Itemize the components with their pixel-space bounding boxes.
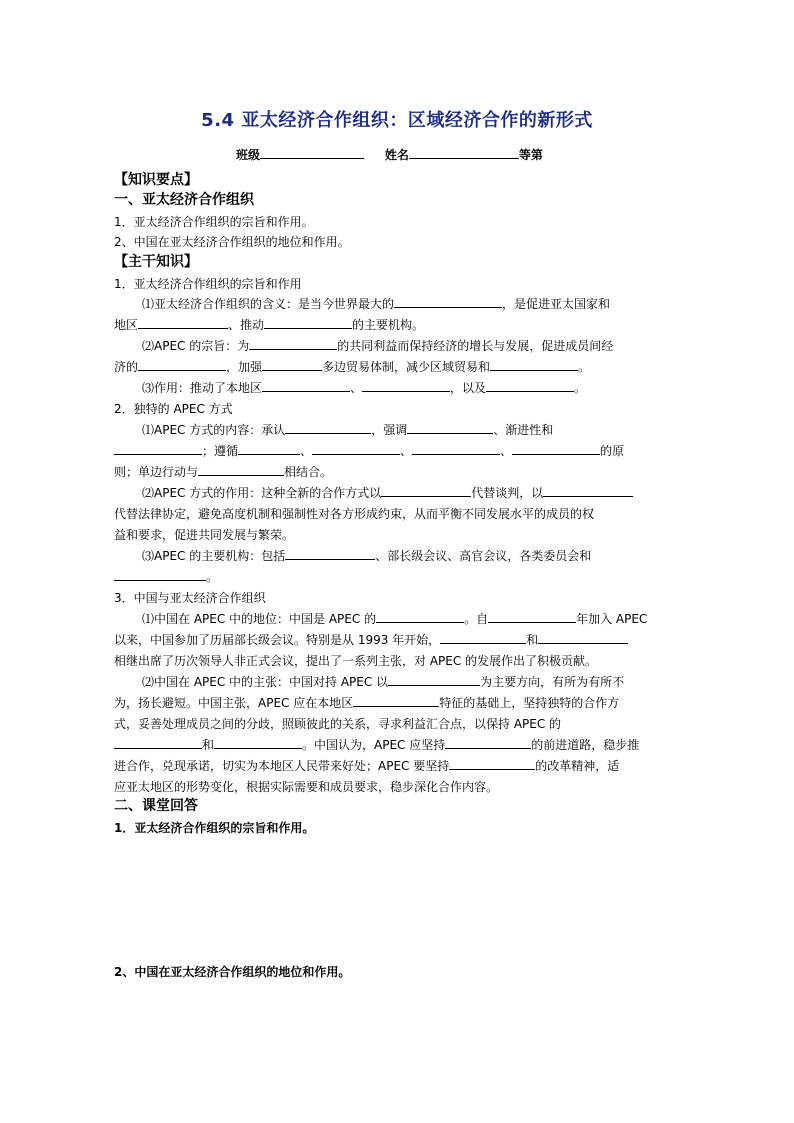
text: 、 (500, 444, 513, 458)
text: ；遵循 (202, 444, 239, 458)
text: 的前进道路，稳步推 (531, 738, 640, 752)
fill-blank[interactable] (238, 441, 300, 455)
text: ，强调 (371, 423, 408, 437)
text: 、 (400, 444, 413, 458)
text: ，是促进亚太国家和 (502, 297, 611, 311)
text: 。 (578, 360, 591, 374)
text: 的改革精神，适 (535, 759, 620, 773)
text: 、 (350, 381, 363, 395)
paragraph-line (142, 483, 633, 503)
text: ⑵中国在 APEC 中的主张：中国对持 APEC 以 (142, 675, 389, 689)
fill-blank[interactable] (381, 483, 471, 497)
fill-blank[interactable] (312, 441, 400, 455)
fill-blank[interactable] (285, 420, 371, 434)
paragraph-line (142, 546, 591, 566)
fill-blank[interactable] (353, 693, 439, 707)
text: 的主要机构。 (352, 318, 425, 332)
text: 和 (526, 633, 539, 647)
paragraph-line (142, 420, 553, 440)
grade-label: 等第 (518, 148, 543, 162)
text: 。中国认为，APEC 应坚持 (302, 738, 446, 752)
student-info-line (236, 146, 543, 163)
text: 为主要方向，有所为有所不 (480, 675, 625, 689)
paragraph-line: 式，妥善处理成员之间的分歧，照顾彼此的关系，寻求利益汇合点，以保持 APEC 的 (114, 717, 562, 731)
fill-blank[interactable] (490, 357, 578, 371)
text: 济的 (114, 360, 139, 374)
paragraph-line: 代替法律协定，避免高度机制和强制性对各方形成约束，从而平衡不同发展水平的成员的权 (114, 507, 595, 521)
paragraph-line (142, 336, 613, 356)
text: 的原 (600, 444, 625, 458)
text: 代替谈判，以 (471, 486, 544, 500)
fill-blank[interactable] (440, 630, 526, 644)
document-title: 5.4 亚太经济合作组织：区域经济合作的新形式 (201, 110, 593, 131)
fill-blank[interactable] (114, 441, 202, 455)
heading-apec: 一、亚太经济合作组织 (114, 192, 254, 208)
main-subheading-2: 2．独特的 APEC 方式 (114, 402, 233, 416)
fill-blank[interactable] (264, 315, 352, 329)
fill-blank[interactable] (262, 378, 350, 392)
fill-blank[interactable] (486, 378, 574, 392)
paragraph-line (114, 567, 218, 587)
paragraph-line (142, 672, 624, 692)
paragraph-line: 相继出席了历次领导人非正式会议，提出了一系列主张，对 APEC 的发展作出了积极贡献。 (114, 654, 598, 668)
text: 进合作，兑现承诺，切实为本地区人民带来好处；APEC 要坚持 (114, 759, 450, 773)
fill-blank[interactable] (114, 567, 206, 581)
answer-question-2: 2、中国在亚太经济合作组织的地位和作用。 (114, 965, 351, 979)
paragraph-line (142, 609, 647, 629)
fill-blank[interactable] (543, 483, 633, 497)
heading-class-answers: 二、课堂回答 (114, 798, 198, 814)
class-blank[interactable] (260, 146, 364, 159)
main-subheading-1: 1．亚太经济合作组织的宗旨和作用 (114, 277, 302, 291)
fill-blank[interactable] (198, 462, 284, 476)
knowledge-item-2: 2、中国在亚太经济合作组织的地位和作用。 (114, 235, 350, 249)
fill-blank[interactable] (262, 357, 322, 371)
paragraph-line: 益和要求，促进共同发展与繁荣。 (114, 528, 295, 542)
paragraph-line: 应亚太地区的形势变化，根据实际需要和成员要求，稳步深化合作内容。 (114, 780, 499, 794)
text: 特征的基础上，坚持独特的合作方 (439, 696, 620, 710)
fill-blank[interactable] (445, 735, 531, 749)
text: ，以及 (450, 381, 487, 395)
text: 、渐进性和 (493, 423, 554, 437)
fill-blank[interactable] (376, 609, 464, 623)
text: ⑵APEC 方式的作用：这种全新的合作方式以 (142, 486, 382, 500)
fill-blank[interactable] (407, 420, 493, 434)
text: 。 (574, 381, 587, 395)
paragraph-line (142, 378, 586, 398)
section-knowledge-points: 【知识要点】 (114, 172, 198, 188)
text: ⑴中国在 APEC 中的地位：中国是 APEC 的 (142, 612, 377, 626)
text: ⑵APEC 的宗旨：为 (142, 339, 250, 353)
fill-blank[interactable] (249, 336, 337, 350)
text: 。自 (464, 612, 489, 626)
text: 多边贸易体制，减少区域贸易和 (322, 360, 491, 374)
name-blank[interactable] (409, 146, 519, 159)
fill-blank[interactable] (449, 756, 535, 770)
text: ⑶作用：推动了本地区 (142, 381, 263, 395)
text: 、部长级会议、高官会议，各类委员会和 (375, 549, 592, 563)
fill-blank[interactable] (285, 546, 375, 560)
paragraph-line (114, 756, 619, 776)
text: 年加入 APEC (576, 612, 648, 626)
fill-blank[interactable] (138, 357, 226, 371)
knowledge-item-1: 1．亚太经济合作组织的宗旨和作用。 (114, 215, 314, 229)
fill-blank[interactable] (412, 441, 500, 455)
text: 、 (300, 444, 313, 458)
paragraph-line (114, 735, 639, 755)
paragraph-line (114, 630, 628, 650)
text: ⑴亚太经济合作组织的含义：是当今世界最大的 (142, 297, 395, 311)
paragraph-line (114, 315, 424, 335)
text: 以来，中国参加了历届部长级会议。特别是从 1993 年开始， (114, 633, 441, 647)
paragraph-line (114, 462, 332, 482)
answer-question-1: 1．亚太经济合作组织的宗旨和作用。 (114, 821, 315, 835)
paragraph-line (142, 294, 610, 314)
main-subheading-3: 3．中国与亚太经济合作组织 (114, 591, 266, 605)
text: 、推动 (228, 318, 265, 332)
fill-blank[interactable] (114, 735, 202, 749)
text: 相结合。 (284, 465, 333, 479)
text: 为，扬长避短。中国主张，APEC 应在本地区 (114, 696, 354, 710)
fill-blank[interactable] (388, 672, 480, 686)
fill-blank[interactable] (538, 630, 628, 644)
text: 的共同利益而保持经济的增长与发展，促进成员间经 (337, 339, 614, 353)
fill-blank[interactable] (512, 441, 600, 455)
fill-blank[interactable] (214, 735, 302, 749)
text: ⑴APEC 方式的内容：承认 (142, 423, 286, 437)
name-label: 姓名 (384, 148, 409, 162)
fill-blank[interactable] (138, 315, 228, 329)
text: ⑶APEC 的主要机构：包括 (142, 549, 286, 563)
text: ，加强 (226, 360, 263, 374)
paragraph-line (114, 357, 590, 377)
text: 地区 (114, 318, 139, 332)
paragraph-line (114, 441, 624, 461)
class-label: 班级 (236, 148, 261, 162)
paragraph-line (114, 693, 619, 713)
fill-blank[interactable] (362, 378, 450, 392)
text: 。 (206, 570, 219, 584)
fill-blank[interactable] (488, 609, 576, 623)
section-main-knowledge: 【主干知识】 (114, 254, 198, 270)
text: 则；单边行动与 (114, 465, 199, 479)
text: 和 (202, 738, 215, 752)
fill-blank[interactable] (394, 294, 502, 308)
